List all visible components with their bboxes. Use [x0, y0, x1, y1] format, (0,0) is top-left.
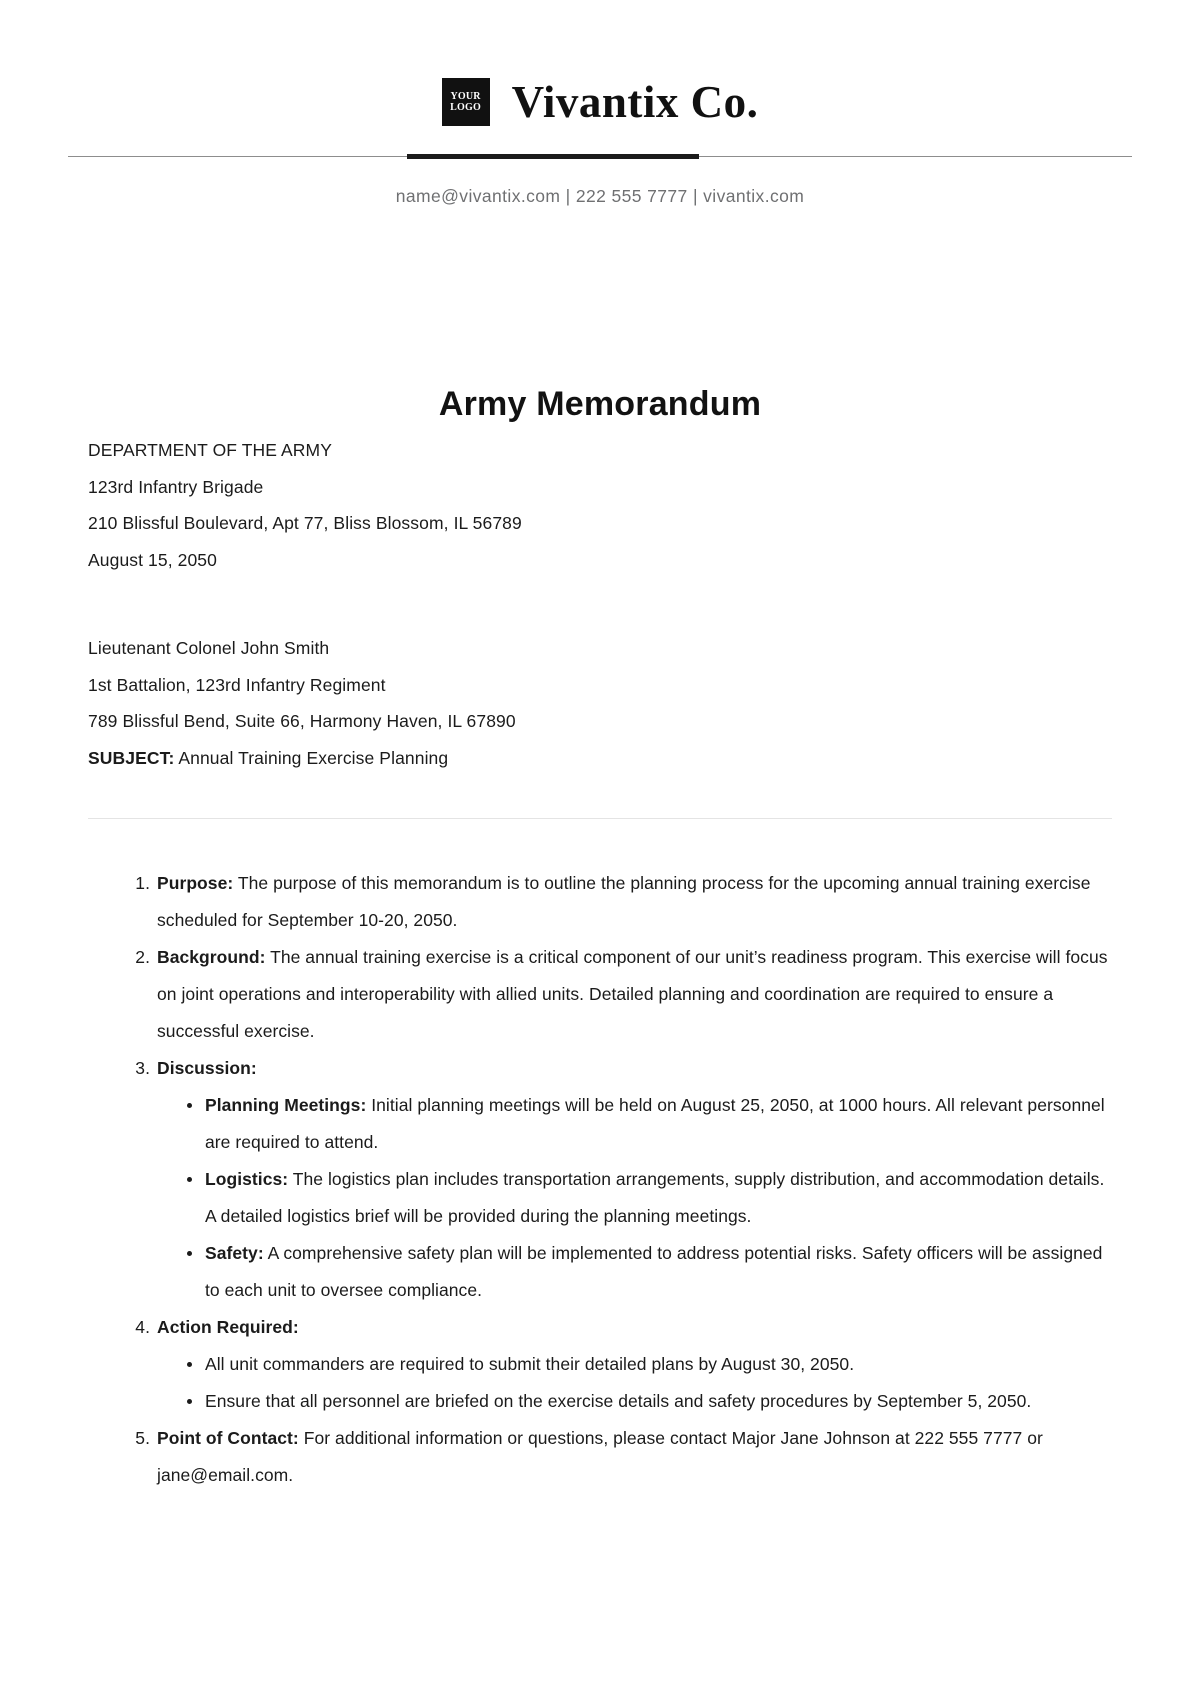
memo-sub-item — [185, 1346, 1112, 1383]
memo-item-lead: Background: — [157, 947, 266, 967]
memo-sub-item — [185, 1383, 1112, 1420]
memo-sub-item-text: Ensure that all personnel are briefed on the exercise details and safety procedures by September 5, 2050. — [205, 1391, 1032, 1411]
memo-item-lead: Purpose: — [157, 873, 234, 893]
memo-sub-item-lead: Logistics: — [205, 1169, 289, 1189]
memo-item-lead: Action Required: — [157, 1317, 299, 1337]
memo-item-lead: Point of Contact: — [157, 1428, 299, 1448]
memo-sub-item-lead: Planning Meetings: — [205, 1095, 367, 1115]
letterhead-rule-thick — [407, 154, 699, 159]
memo-item — [130, 939, 1112, 1050]
company-name: Vivantix Co. — [511, 76, 759, 127]
company-logo-placeholder — [442, 78, 490, 126]
memo-sub-item-text: Initial planning meetings will be held on August 25, 2050, at 1000 hours. All relevant personnel are required to attend. — [205, 1095, 1105, 1152]
recipient-line: 789 Blissful Bend, Suite 66, Harmony Haven, IL 67890 — [88, 711, 516, 731]
memo-item-text: The purpose of this memorandum is to outline the planning process for the upcoming annual training exercise scheduled for September 10-20, 2050. — [157, 873, 1091, 930]
letterhead — [0, 0, 1200, 207]
sender-address-block — [88, 432, 1112, 578]
document-body — [0, 432, 1200, 1494]
subject-value: Annual Training Exercise Planning — [174, 747, 449, 768]
memo-sub-item — [185, 1235, 1112, 1309]
section-divider — [88, 818, 1112, 819]
memo-item-text: For additional information or questions, please contact Major Jane Johnson at 222 555 7777 or jane@email.com. — [157, 1428, 1043, 1485]
document-title: Army Memorandum — [438, 385, 762, 423]
memo-sub-item-text: A comprehensive safety plan will be implemented to address potential risks. Safety officers will be assigned to each unit to oversee compliance. — [205, 1243, 1103, 1300]
memo-sub-item — [185, 1087, 1112, 1161]
memo-sub-item-text: The logistics plan includes transportation arrangements, supply distribution, and accommodation details. A detailed logistics brief will be provided during the planning meetings. — [205, 1169, 1105, 1226]
memo-sub-list — [157, 1087, 1112, 1309]
memo-item — [130, 865, 1112, 939]
brand-row — [0, 78, 1200, 126]
letterhead-rule — [0, 154, 1200, 160]
memo-sub-item-lead: Safety: — [205, 1243, 264, 1263]
memo-item-list — [88, 865, 1112, 1494]
memo-sub-list — [157, 1346, 1112, 1420]
memo-item — [130, 1309, 1112, 1420]
recipient-line: Lieutenant Colonel John Smith — [88, 638, 330, 658]
logo-line-2: LOGO — [450, 102, 481, 113]
recipient-address-block — [88, 630, 1112, 776]
recipient-line: 1st Battalion, 123rd Infantry Regiment — [88, 674, 386, 695]
memo-item-text: The annual training exercise is a critical component of our unit’s readiness program. This exercise will focus on joint operations and interoperability with allied units. Detailed planning and coordination are required to ensure a successful exercise. — [157, 947, 1108, 1041]
sender-line: DEPARTMENT OF THE ARMY — [88, 440, 332, 460]
contact-line: name@vivantix.com | 222 555 7777 | vivantix.com — [395, 186, 805, 206]
subject-line — [88, 740, 1112, 777]
sender-date: August 15, 2050 — [88, 549, 217, 570]
memo-sub-item — [185, 1161, 1112, 1235]
memo-item — [130, 1420, 1112, 1494]
logo-line-1: YOUR — [450, 91, 481, 102]
subject-label: SUBJECT: — [88, 747, 175, 768]
memo-item — [130, 1050, 1112, 1309]
memo-sub-item-text: All unit commanders are required to submit their detailed plans by August 30, 2050. — [205, 1354, 855, 1374]
sender-line: 210 Blissful Boulevard, Apt 77, Bliss Blossom, IL 56789 — [88, 513, 522, 533]
memo-item-lead: Discussion: — [157, 1058, 257, 1078]
sender-line: 123rd Infantry Brigade — [88, 476, 264, 497]
